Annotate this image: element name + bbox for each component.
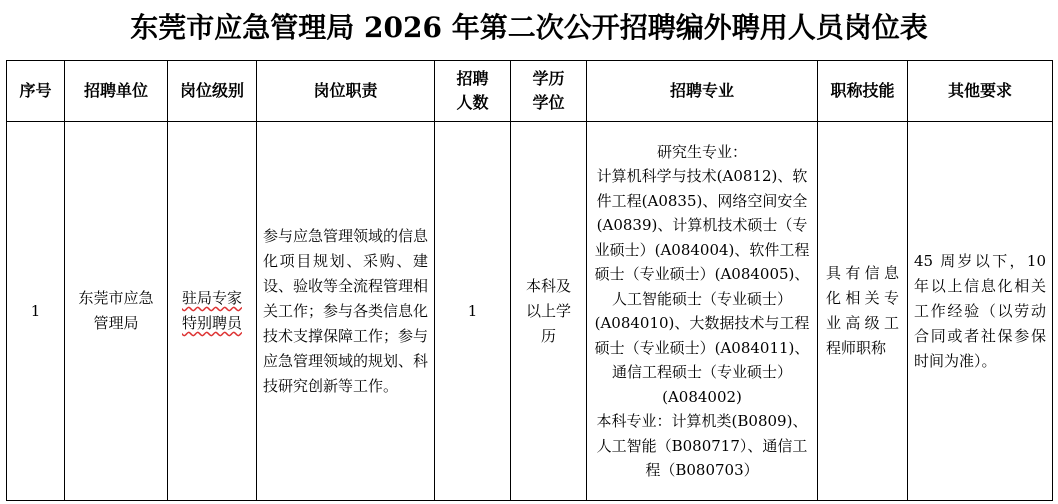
- cell-count: 1: [435, 122, 511, 501]
- header-title-skill: 职称技能: [818, 61, 908, 122]
- header-duty: 岗位职责: [257, 61, 435, 122]
- header-row: [7, 61, 1053, 122]
- cell-unit: 东莞市应急管理局: [65, 122, 168, 501]
- major-graduate-list: 计算机科学与技术(A0812)、软件工程(A0835)、网络空间安全(A0839)、计算机技术硕士（专业硕士）(A084004)、软件工程硕士（专业硕士）(A084005)、人工智能硕士（专业硕士）(A084010)、大数据技术与工程硕士（专业硕士）(A084011)、通信工程硕士（专业硕士）(A084002): [594, 167, 810, 406]
- header-education: [511, 61, 587, 122]
- header-seq: 序号: [7, 61, 65, 122]
- header-major: 招聘专业: [587, 61, 818, 122]
- cell-title-skill: 具有信息化相关专业高级工程师职称: [818, 122, 908, 501]
- cell-duty: 参与应急管理领域的信息化项目规划、采购、建设、验收等全流程管理相关工作；参与各类信息化技术支撑保障工作；参与应急管理领域的规划、科技研究创新等工作。: [257, 122, 435, 501]
- header-edu-line2: 学位: [532, 93, 565, 112]
- cell-major: [587, 122, 818, 501]
- cell-level-text: 驻局专家特别聘员: [181, 289, 242, 332]
- header-unit: 招聘单位: [65, 61, 168, 122]
- major-graduate-label: 研究生专业：: [656, 142, 747, 161]
- cell-other: 45 周岁以下，10 年以上信息化相关工作经验（以劳动合同或者社保参保时间为准）。: [908, 122, 1053, 501]
- major-undergrad-list: 本科专业：计算机类(B0809)、人工智能（B080717）、通信工程（B080703）: [596, 412, 808, 479]
- cell-education: 本科及以上学历: [511, 122, 587, 501]
- cell-seq: 1: [7, 122, 65, 501]
- header-edu-line1: 学历: [532, 69, 565, 88]
- header-count-line1: 招聘: [456, 69, 489, 88]
- table-row: [7, 122, 1053, 501]
- header-count: [435, 61, 511, 122]
- position-table: [6, 60, 1053, 501]
- header-other: 其他要求: [908, 61, 1053, 122]
- page-title: 东莞市应急管理局 2026 年第二次公开招聘编外聘用人员岗位表: [130, 11, 928, 44]
- cell-level: [168, 122, 257, 501]
- header-count-line2: 人数: [456, 93, 489, 112]
- header-level: 岗位级别: [168, 61, 257, 122]
